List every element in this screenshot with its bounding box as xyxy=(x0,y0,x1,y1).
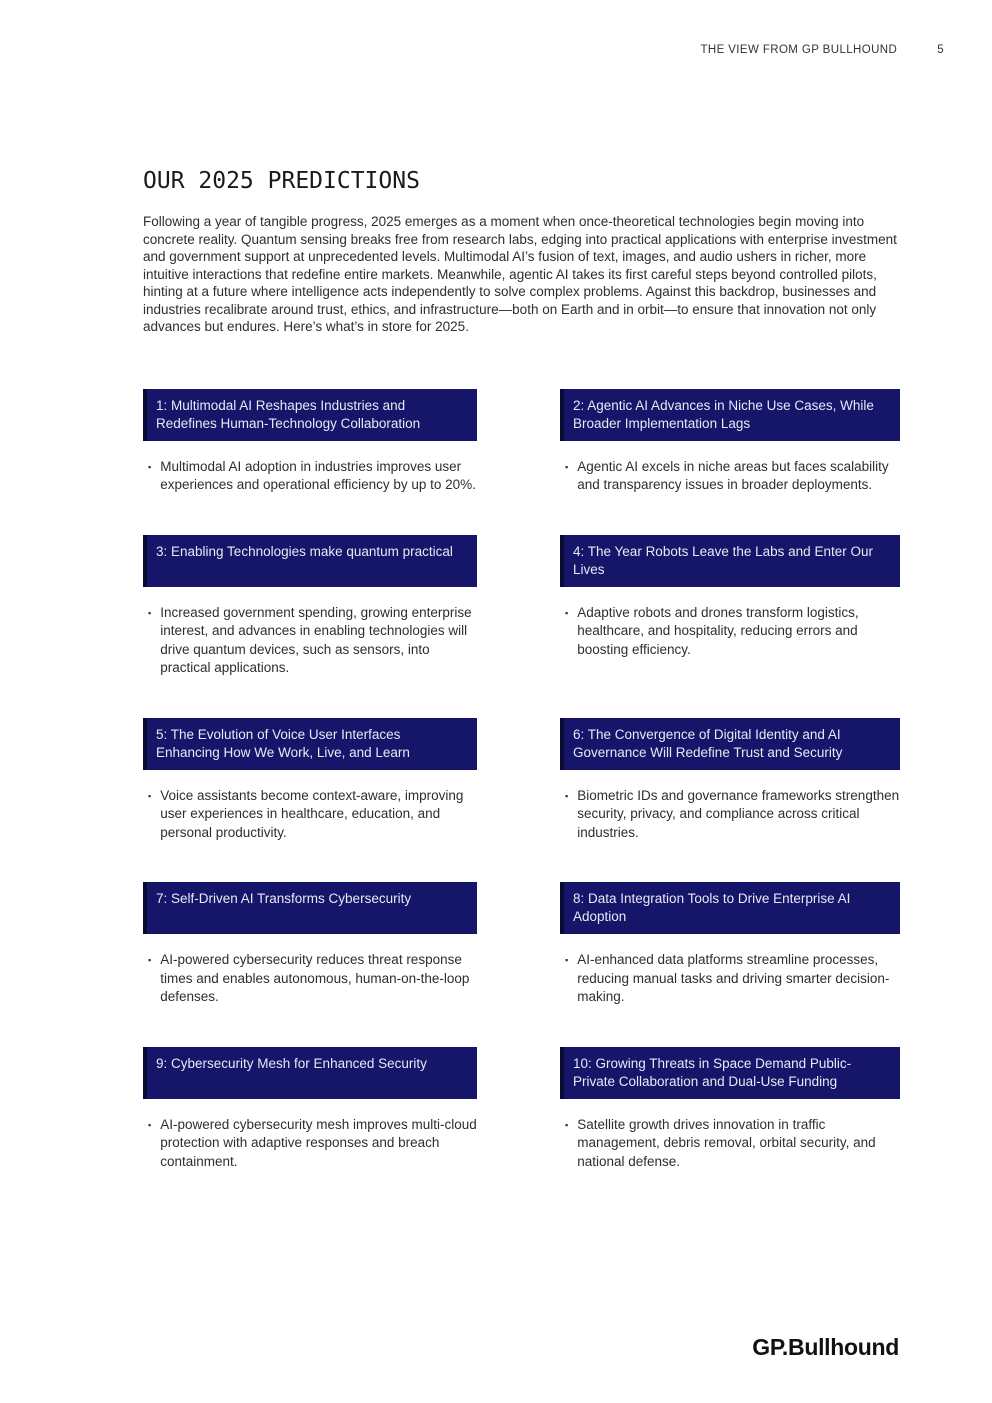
prediction-header xyxy=(143,718,477,770)
prediction-bullets xyxy=(560,604,900,660)
bullet-item xyxy=(565,604,900,660)
prediction-card-9 xyxy=(143,1047,477,1172)
bullet-item xyxy=(565,458,900,495)
prediction-header xyxy=(560,389,900,441)
bullet-text: Increased government spending, growing enterprise interest, and advances in enabling technologies will drive quantum devices, such as sensors, into practical applications. xyxy=(160,604,472,675)
bullet-square-icon: ▪ xyxy=(565,955,569,965)
bullet-square-icon: ▪ xyxy=(565,790,569,801)
bullet-square-icon: ▪ xyxy=(148,1119,152,1130)
bullet-text: Agentic AI excels in niche areas but faces scalability and transparency issues in broader deployments. xyxy=(577,458,889,492)
bullet-item xyxy=(148,787,477,843)
gp-bullhound-logo: GP.Bullhound xyxy=(752,1334,899,1360)
bullet-text: Adaptive robots and drones transform logistics, healthcare, and hospitality, reducing errors and boosting efficiency. xyxy=(577,604,859,657)
prediction-title: 2: Agentic AI Advances in Niche Use Cases, While Broader Implementation Lags xyxy=(573,397,874,431)
prediction-card-8 xyxy=(560,882,900,1007)
bullet-text: Satellite growth drives innovation in traffic management, debris removal, orbital security, and national defense. xyxy=(577,1116,876,1169)
bullet-square-icon: ▪ xyxy=(148,955,152,965)
prediction-title: 6: The Convergence of Digital Identity and AI Governance Will Redefine Trust and Security xyxy=(573,726,843,760)
bullet-square-icon: ▪ xyxy=(565,607,569,618)
prediction-bullets xyxy=(560,458,900,495)
prediction-header xyxy=(560,1047,900,1099)
page-number: 5 xyxy=(937,44,944,56)
bullet-text: Multimodal AI adoption in industries improves user experiences and operational efficiency by up to 20%. xyxy=(160,458,476,492)
prediction-bullets xyxy=(560,787,900,843)
bullet-item xyxy=(148,604,477,678)
bullet-item xyxy=(565,787,900,843)
bullet-item xyxy=(148,1116,477,1172)
bullet-item xyxy=(148,458,477,495)
prediction-title: 8: Data Integration Tools to Drive Enterprise AI Adoption xyxy=(573,891,851,924)
prediction-header xyxy=(560,535,900,587)
bullet-item xyxy=(565,1116,900,1172)
predictions-grid xyxy=(143,389,900,1212)
bullet-text: AI-enhanced data platforms streamline processes, reducing manual tasks and driving smarter decision-making. xyxy=(577,952,890,1004)
page-footer xyxy=(752,1334,899,1361)
bullet-text: Biometric IDs and governance frameworks strengthen security, privacy, and compliance across critical industries. xyxy=(577,787,900,840)
bullet-square-icon: ▪ xyxy=(148,461,152,472)
prediction-title: 1: Multimodal AI Reshapes Industries and Redefines Human-Technology Collaboration xyxy=(156,397,421,431)
prediction-header xyxy=(560,718,900,770)
prediction-card-2 xyxy=(560,389,900,495)
prediction-card-5 xyxy=(143,718,477,843)
prediction-header xyxy=(143,389,477,441)
prediction-header xyxy=(560,882,900,934)
prediction-bullets xyxy=(143,1116,477,1172)
prediction-title: 9: Cybersecurity Mesh for Enhanced Security xyxy=(156,1055,427,1071)
prediction-card-10 xyxy=(560,1047,900,1172)
prediction-header xyxy=(143,882,477,934)
content-area xyxy=(143,168,900,1211)
bullet-square-icon: ▪ xyxy=(565,1119,569,1130)
prediction-card-1 xyxy=(143,389,477,495)
running-title: THE VIEW FROM GP BULLHOUND xyxy=(700,44,898,56)
prediction-header xyxy=(143,1047,477,1099)
intro-paragraph: Following a year of tangible progress, 2025 emerges as a moment when once-theoretical technologies begin moving into concrete reality. Quantum sensing breaks free from research labs, edging into practical applications with enterprise investment and government support at unprecedented levels. Multimodal AI’s fusion of text, images, and audio ushers in richer, more intuitive interactions that redefine entire markets. Meanwhile, agentic AI takes its first careful steps beyond controlled pilots, hinting at a future where intelligence acts independently to solve complex problems. Against this backdrop, businesses and industries recalibrate around trust, ethics, and infrastructure—both on Earth and in orbit—to ensure that innovation not only advances but endures. Here’s what’s in store for 2025. xyxy=(143,214,897,334)
bullet-item xyxy=(148,951,477,1007)
prediction-bullets xyxy=(143,458,477,495)
bullet-square-icon: ▪ xyxy=(148,790,152,801)
prediction-bullets xyxy=(560,1116,900,1172)
prediction-title: 10: Growing Threats in Space Demand Public-Private Collaboration and Dual-Use Funding xyxy=(573,1055,852,1089)
bullet-text: Voice assistants become context-aware, improving user experiences in healthcare, education, and personal productivity. xyxy=(160,787,464,840)
prediction-bullets xyxy=(143,787,477,843)
section-title: OUR 2025 PREDICTIONS xyxy=(143,168,420,194)
prediction-title: 3: Enabling Technologies make quantum practical xyxy=(156,543,453,559)
bullet-text: AI-powered cybersecurity reduces threat response times and enables autonomous, human-on-the-loop defenses. xyxy=(160,952,470,1004)
prediction-title: 7: Self-Driven AI Transforms Cybersecurity xyxy=(156,891,412,906)
prediction-card-6 xyxy=(560,718,900,843)
prediction-bullets xyxy=(143,604,477,678)
prediction-card-3 xyxy=(143,535,477,678)
prediction-header xyxy=(143,535,477,587)
page-header xyxy=(700,44,944,56)
prediction-bullets xyxy=(143,951,477,1007)
prediction-title: 5: The Evolution of Voice User Interfaces Enhancing How We Work, Live, and Learn xyxy=(156,726,410,760)
prediction-title: 4: The Year Robots Leave the Labs and Enter Our Lives xyxy=(573,543,873,577)
bullet-square-icon: ▪ xyxy=(565,461,569,472)
prediction-card-7 xyxy=(143,882,477,1007)
bullet-text: AI-powered cybersecurity mesh improves multi-cloud protection with adaptive responses and breach containment. xyxy=(160,1116,477,1169)
prediction-card-4 xyxy=(560,535,900,678)
bullet-square-icon: ▪ xyxy=(148,607,152,618)
bullet-item xyxy=(565,951,900,1007)
prediction-bullets xyxy=(560,951,900,1007)
